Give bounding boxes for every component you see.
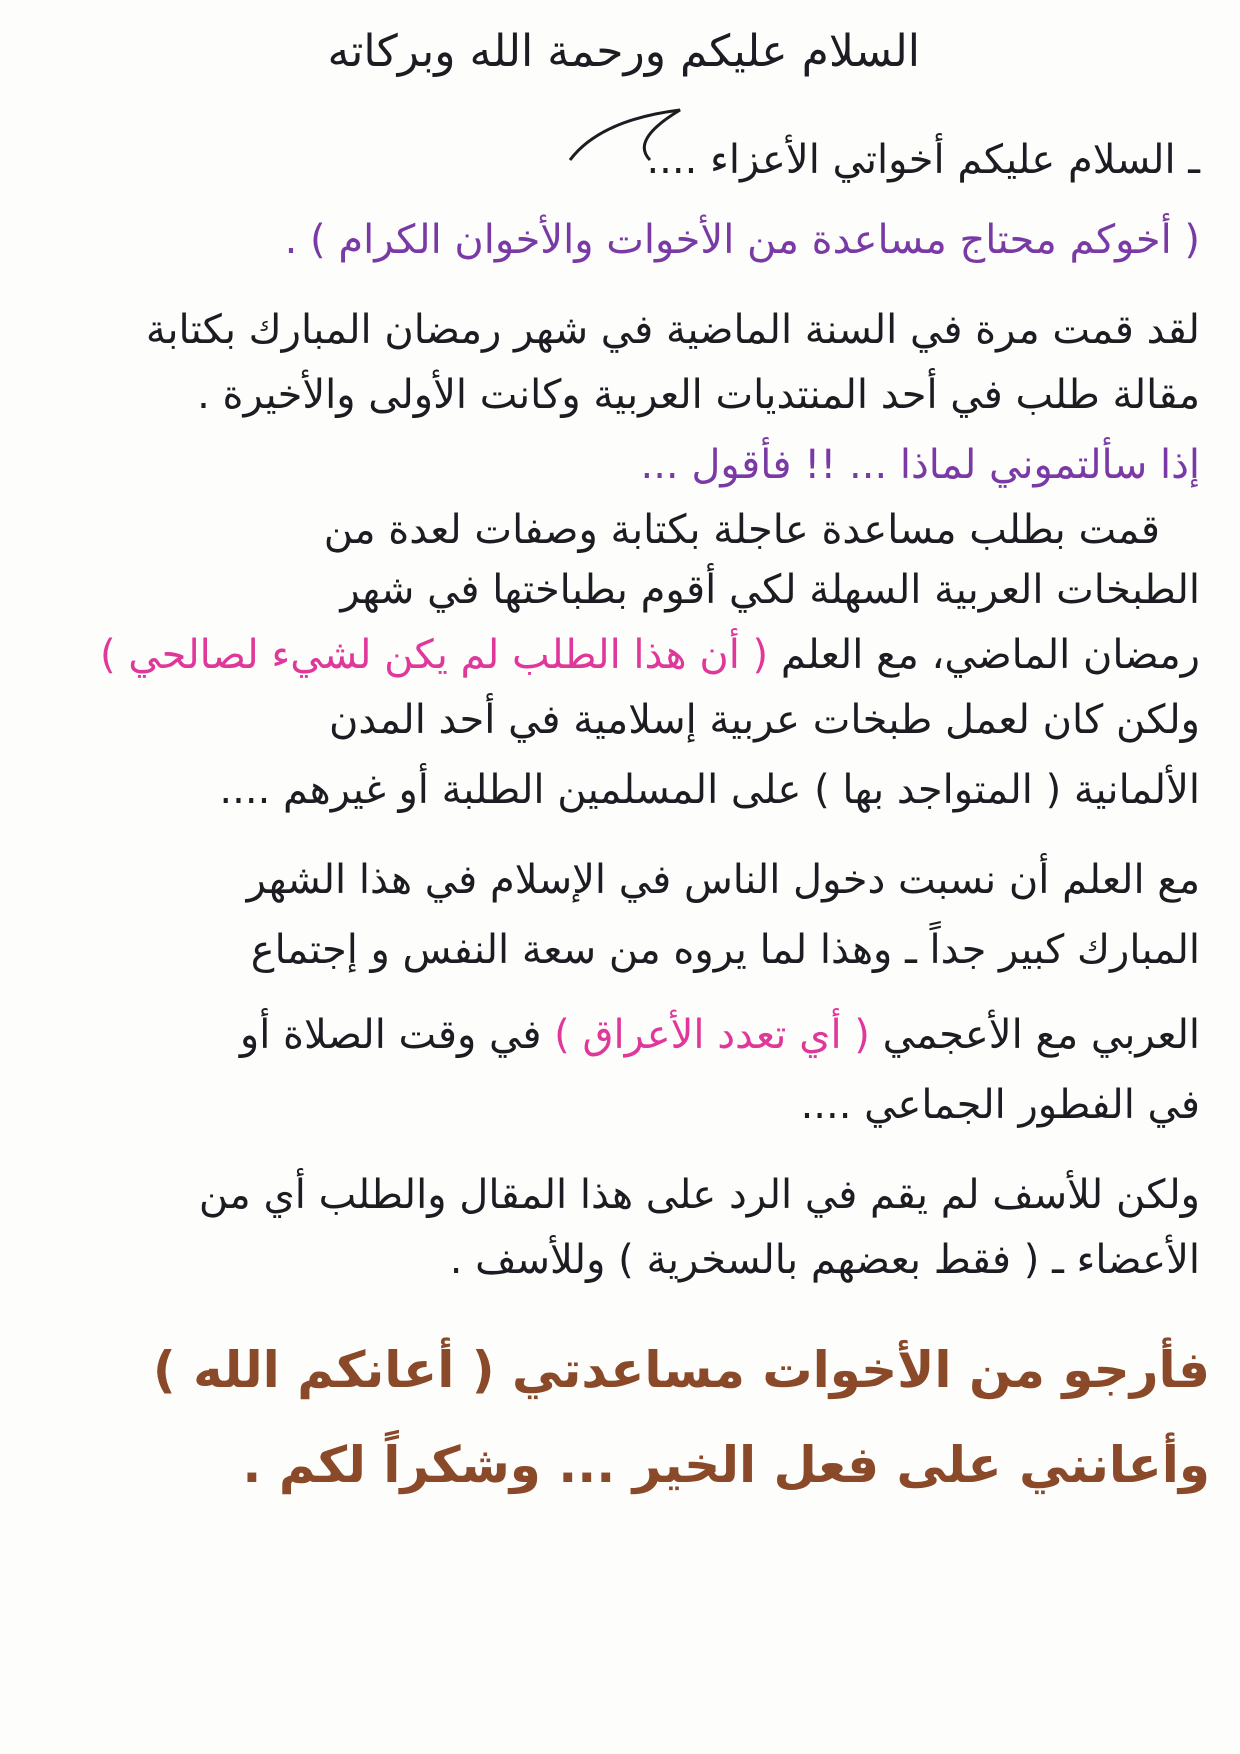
letter-line-7: الطبخات العربية السهلة لكي أقوم بطباختها في شهر: [340, 567, 1200, 613]
letter-line-14: في الفطور الجماعي ....: [800, 1082, 1200, 1128]
letter-line-13-after: في وقت الصلاة أو: [239, 1012, 542, 1058]
letter-line-15: ولكن للأسف لم يقم في الرد على هذا المقال والطلب أي من: [198, 1172, 1200, 1218]
letter-line-9: ولكن كان لعمل طبخات عربية إسلامية في أحد المدن: [329, 697, 1200, 743]
letter-line-6: قمت بطلب مساعدة عاجلة بكتابة وصفات لعدة من: [323, 507, 1160, 553]
letter-line-1: ـ السلام عليكم أخواتي الأعزاء ....: [646, 137, 1200, 183]
letter-line-8-highlight: ( أن هذا الطلب لم يكن لشيء لصالحي ): [99, 632, 769, 678]
letter-line-3: لقد قمت مرة في السنة الماضية في شهر رمضان المبارك بكتابة: [145, 307, 1200, 353]
letter-line-12: المبارك كبير جداً ـ وهذا لما يروه من سعة النفس و إجتماع: [250, 927, 1200, 973]
letter-line-11: مع العلم أن نسبت دخول الناس في الإسلام في هذا الشهر: [246, 857, 1200, 903]
closing-line-2: وأعانني على فعل الخير ... وشكراً لكم .: [242, 1436, 1210, 1494]
letter-line-10: الألمانية ( المتواجد بها ) على المسلمين الطلبة أو غيرهم ....: [219, 767, 1200, 813]
greeting-heading: السلام عليكم ورحمة الله وبركاته: [327, 26, 920, 77]
letter-line-2: ( أخوكم محتاج مساعدة من الأخوات والأخوان الكرام ) .: [284, 217, 1200, 263]
letter-line-13-text: العربي مع الأعجمي: [882, 1012, 1200, 1058]
letter-line-8-text: رمضان الماضي، مع العلم: [780, 632, 1200, 678]
letter-line-5: إذا سألتموني لماذا ... !! فأقول ...: [640, 442, 1200, 488]
letter-line-13: [239, 1012, 1200, 1058]
letter-line-13-highlight: ( أي تعدد الأعراق ): [554, 1012, 870, 1058]
closing-line-1: فأرجو من الأخوات مساعدتي ( أعانكم الله ): [152, 1341, 1210, 1399]
letter-line-8: [99, 632, 1200, 678]
letter-line-16: الأعضاء ـ ( فقط بعضهم بالسخرية ) وللأسف .: [449, 1237, 1200, 1283]
letter-line-4: مقالة طلب في أحد المنتديات العربية وكانت الأولى والأخيرة .: [197, 372, 1200, 418]
